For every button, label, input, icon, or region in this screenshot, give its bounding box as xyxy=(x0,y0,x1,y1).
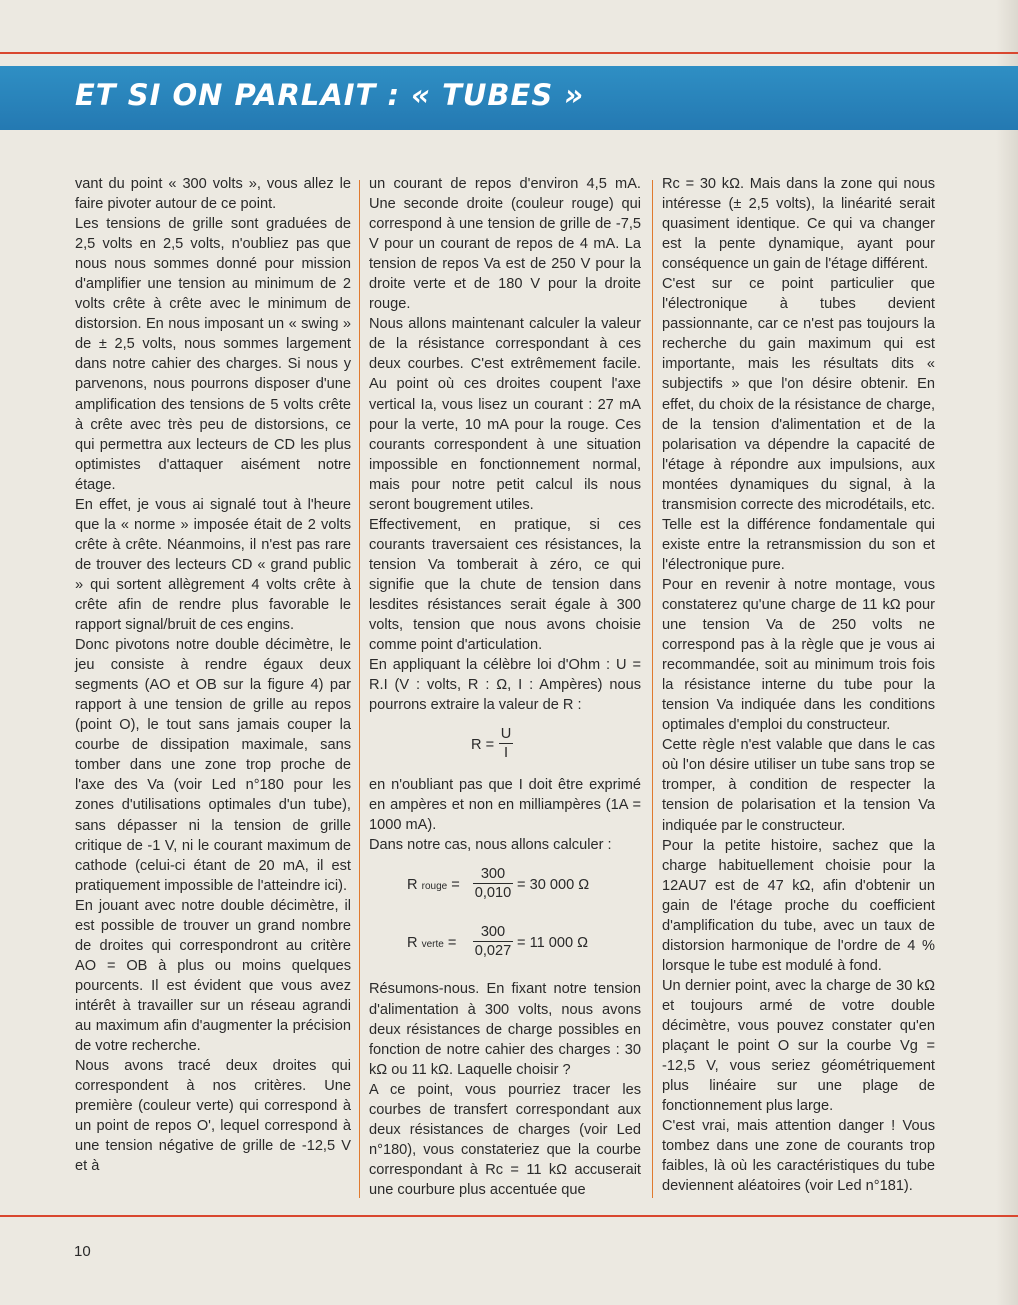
header-banner xyxy=(0,66,1018,130)
numerator: 300 xyxy=(480,866,506,883)
column-2 xyxy=(369,174,641,1200)
column-divider-2 xyxy=(652,180,653,1198)
numerator: 300 xyxy=(480,924,506,941)
paragraph: Donc pivotons notre double décimètre, le jeu consiste à rendre égaux deux segments (AO et OB sur la figure 4) par rapport à une tension de grille au repos (point O), le tout sans jamais couper la courbe de dissipation maximale, sans tomber dans une zone trop proche de l'axe des Va (voir Led n°180 pour les zones d'utilisations optimales d'un tube), sans dépasser ni la tension de grille critique de -1 V, ni le courant maximum de cathode (celui-ci étant de 20 mA, il est pratiquement impossible de l'atteindre ici). xyxy=(75,637,351,894)
paragraph: Pour en revenir à notre montage, vous constaterez qu'une charge de 11 kΩ pour une tension Va de 250 volts ne correspond pas à la règle que je vous ai recommandée, soit au minimum trois fois la résistance interne du tube pour la tension Va indiquée dans les conditions optimales d'emploi du constructeur. xyxy=(662,576,935,734)
paragraph: Nous avons tracé deux droites qui correspondent à nos critères. Une première (couleur verte) qui correspond à un point de repos O', lequel correspond à une tension négative de grille de -12,5 V et à xyxy=(75,1058,351,1175)
formula-r-verte xyxy=(369,917,641,975)
formula-ohm xyxy=(369,719,641,771)
denominator: I xyxy=(503,745,509,762)
fraction xyxy=(473,865,513,902)
column-3 xyxy=(662,174,935,1196)
numerator: U xyxy=(500,726,512,743)
paragraph: un courant de repos d'environ 4,5 mA. Une seconde droite (couleur rouge) qui correspond à une tension de grille de -7,5 V pour un courant de repos de 4 mA. La tension de repos Va est de 250 V pour la droite verte et de 180 V pour la droite rouge. xyxy=(369,176,641,313)
paragraph: A ce point, vous pourriez tracer les courbes de transfert correspondant aux deux résistances de charges (voir Led n°180), vous constateriez que la courbe correspondant à Rc = 11 kΩ accuserait une courbure plus accentuée que xyxy=(369,1081,641,1198)
formula-result: = 11 000 Ω xyxy=(517,935,589,952)
paragraph: En jouant avec notre double décimètre, il est possible de trouver un grand nombre de droites qui correspondront au critère AO = OB à plus ou moins quelques pourcents. Il est évident que vous avez intérêt à travailler sur un réseau agrandi au maximum afin d'augmenter la précision de votre recherche. xyxy=(75,897,351,1055)
paragraph: Effectivement, en pratique, si ces courants traversaient ces résistances, la tension Va tomberait à zéro, ce qui signifie que la chute de tension dans lesdites résistances serait égale à 300 volts, tension que nous avons choisie comme point d'articulation. xyxy=(369,516,641,654)
fraction xyxy=(499,725,513,762)
paragraph: C'est sur ce point particulier que l'électronique à tubes devient passionnante, car ce n'est pas toujours la recherche du gain maximum qui est importante, mais les résultats dits « subjectifs » que l'on désire obtenir. En effet, du choix de la résistance de charge, de la tension d'alimentation et de la polarisation va dépendre la capacité de l'étage à répondre aux impulsions, aux montées dynamiques du signal, à la transmision correcte des microdétails, etc. Telle est la différence fondamentale qui existe entre la retransmission du son et l'électronique pure. xyxy=(662,276,935,573)
paragraph: Un dernier point, avec la charge de 30 kΩ et toujours armé de votre double décimètre, vous pouvez constater qu'en plaçant le point O sur la courbe Vg = -12,5 V, vous seriez géométriquement plus linéaire sur une plage de fonctionnement plus large. xyxy=(662,977,935,1115)
paragraph: Pour la petite histoire, sachez que la charge habituellement choisie pour la 12AU7 est de 47 kΩ, afin d'obtenir un gain de l'étage proche du coefficient d'amplification du tube, avec un taux de distorsion harmonique de l'ordre de 4 % lorsque le tube est modulé à fond. xyxy=(662,837,935,974)
formula-lhs: R = xyxy=(471,737,495,754)
paragraph: En effet, je vous ai signalé tout à l'heure que la « norme » imposée était de 2 volts crête à crête. Néanmoins, il n'est pas rare de trouver des lecteurs CD « grand public » qui sortent allègrement 4 volts crête à crête afin de rendre plus favorable le rapport signal/bruit de ces engins. xyxy=(75,496,351,634)
paragraph: C'est vrai, mais attention danger ! Vous tombez dans une zone de courants trop faibles, là où les caractéristiques du tube deviennent aléatoires (voir Led n°181). xyxy=(662,1118,935,1195)
page-title: ET SI ON PARLAIT : « TUBES » xyxy=(75,78,585,112)
paragraph: en n'oubliant pas que I doit être exprimé en ampères et non en milliampères (1A = 1000 mA). xyxy=(369,777,641,834)
formula-result: = 30 000 Ω xyxy=(517,877,590,894)
paragraph: Dans notre cas, nous allons calculer : xyxy=(369,837,612,854)
footer-rule xyxy=(0,1215,1018,1217)
paragraph: Nous allons maintenant calculer la valeur de la résistance correspondant à ces deux courbes. C'est extrêmement facile. Au point où ces droites coupent l'axe vertical Ia, vous lisez un courant : 27 mA pour la verte, 10 mA pour la rouge. Ces courants correspondent à une situation impossible en fonctionnement normal, mais pour notre petit calcul ils nous seront bougrement utiles. xyxy=(369,316,641,513)
header-rule xyxy=(0,52,1018,54)
paragraph: En appliquant la célèbre loi d'Ohm : U = R.I (V : volts, R : Ω, I : Ampères) nous pourrons extraire la valeur de R : xyxy=(369,657,641,714)
paragraph: Cette règle n'est valable que dans le cas où l'on désire utiliser un tube sans trop se tromper, à condition de respecter la tension de polarisation et la tension Va indiquée par le constructeur. xyxy=(662,737,935,834)
column-1 xyxy=(75,174,351,1176)
paragraph: Résumons-nous. En fixant notre tension d'alimentation à 300 volts, nous avons deux résistances de charge possibles en fonction de notre cahier des charges : 30 kΩ ou 11 kΩ. Laquelle choisir ? xyxy=(369,981,641,1078)
formula-lhs: R rouge = xyxy=(407,877,460,894)
denominator: 0,027 xyxy=(474,943,512,960)
page-edge-shadow xyxy=(996,0,1018,1305)
formula-r-rouge xyxy=(369,859,641,913)
paragraph: Rc = 30 kΩ. Mais dans la zone qui nous intéresse (± 2,5 volts), la linéarité serait quasiment identique. Ce qui va changer est la pente dynamique, ayant pour conséquence un gain de l'étage différent. xyxy=(662,176,935,273)
paragraph: vant du point « 300 volts », vous allez le faire pivoter autour de ce point. xyxy=(75,176,351,213)
fraction xyxy=(473,923,513,960)
formula-lhs: R verte = xyxy=(407,935,457,952)
page-number: 10 xyxy=(74,1243,91,1260)
column-divider-1 xyxy=(359,180,360,1198)
paragraph: Les tensions de grille sont graduées de 2,5 volts en 2,5 volts, n'oubliez pas que nous nous sommes donné pour mission d'amplifier une tension au minimum de 2 volts crête à crête avec le minimum de distorsion. En nous imposant un « swing » de ± 2,5 volts, nous sommes largement dans notre cahier des charges. Si nous y parvenons, nous pourrons disposer d'une amplification des tensions de 5 volts crête à crête avec très peu de distorsions, ce qui permettra aux lecteurs de CD les plus optimistes d'attaquer aisément notre étage. xyxy=(75,216,351,493)
denominator: 0,010 xyxy=(474,885,512,902)
